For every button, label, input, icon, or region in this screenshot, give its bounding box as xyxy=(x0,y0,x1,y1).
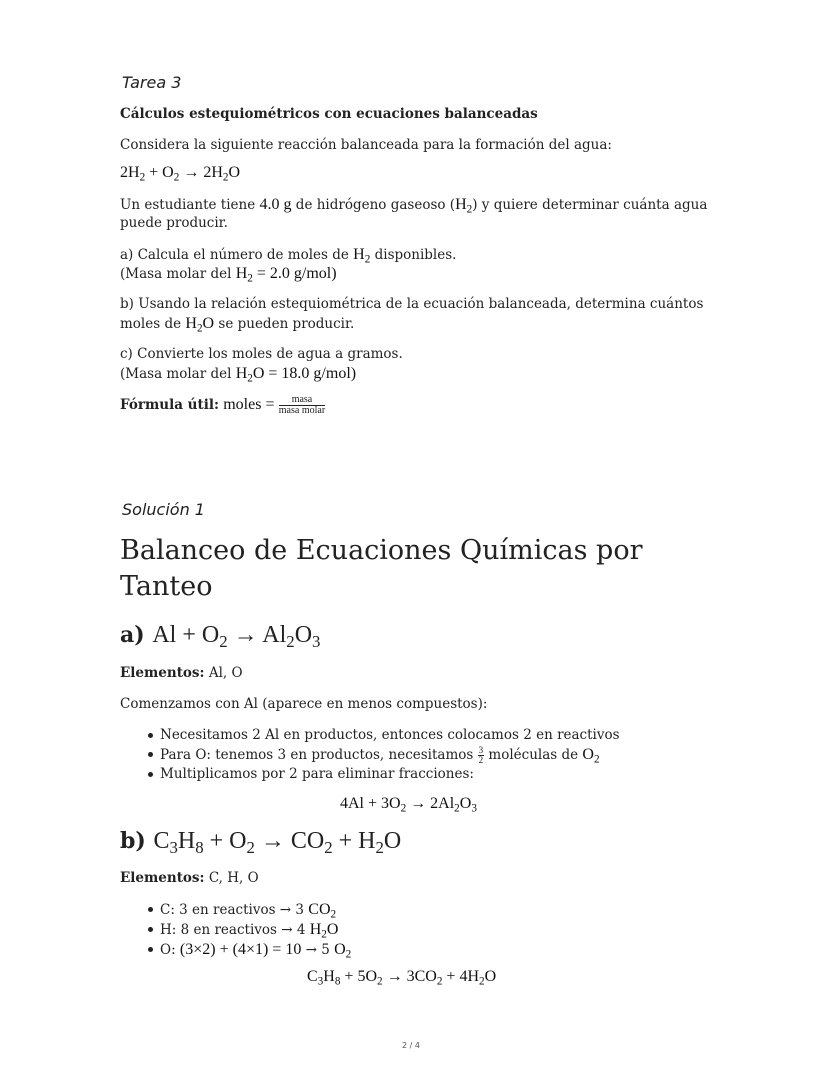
tarea-intro: Considera la siguiente reacción balanceada para la formación del agua: xyxy=(120,137,612,153)
list-item: Para O: tenemos 3 en productos, necesitamos $\frac{3}{2}$ moléculas de $O_2$ xyxy=(120,745,620,765)
student-line-1: Un estudiante tiene 4.0 g de hidrógeno gaseoso $(H_2)$ y quiere determinar cuánta agua xyxy=(120,196,708,216)
section-a-intro: Comenzamos con Al (aparece en menos compuestos): xyxy=(120,696,488,712)
solucion-label: Solución 1 xyxy=(122,500,205,519)
list-item: H: 8 en reactivos → 4 $H_2O$ xyxy=(120,920,351,940)
section-b-steps xyxy=(120,900,351,960)
tarea-title: Cálculos estequiométricos con ecuaciones balanceadas xyxy=(120,106,538,122)
equation-a-balanced: $4Al + 3O_2 \to 2Al_2O_3$ xyxy=(340,795,477,815)
equation-b-balanced: $C_3H_8 + 5O_2 \to 3CO_2 + 4H_2O$ xyxy=(307,968,497,988)
list-item: C: 3 en reactivos → 3 $CO_2$ xyxy=(120,900,351,920)
solucion-title-line-1: Balanceo de Ecuaciones Químicas por xyxy=(120,535,643,566)
student-line-2: puede producir. xyxy=(120,215,228,231)
section-b-elements: Elementos: C, H, O xyxy=(120,870,259,886)
question-b-line-1: b) Usando la relación estequiométrica de la ecuación balanceada, determina cuántos xyxy=(120,296,704,312)
list-item: Necesitamos 2 Al en productos, entonces colocamos 2 en reactivos xyxy=(120,726,620,745)
section-b-heading: b) $C_3H_8 + O_2 \to CO_2 + H_2O$ xyxy=(120,828,402,858)
list-item: O: (3×2) + (4×1) = 10 → 5 $O_2$ xyxy=(120,940,351,960)
section-a-steps xyxy=(120,726,620,784)
section-a-elements: Elementos: Al, O xyxy=(120,665,243,681)
tarea-label: Tarea 3 xyxy=(122,73,182,92)
list-item: Multiplicamos por 2 para eliminar fracciones: xyxy=(120,765,620,784)
question-c-line-2: (Masa molar del $H_2O = 18.0$ g/mol) xyxy=(120,365,357,385)
question-a-line-1: a) Calcula el número de moles de $H_2$ disponibles. xyxy=(120,246,457,266)
section-a-heading: a) $Al + O_2 \to Al_2O_3$ xyxy=(120,622,321,652)
useful-formula: Fórmula útil: moles = $\frac{\text{masa}}{\text{masa molar}}$ xyxy=(120,394,326,416)
question-b-line-2: moles de $H_2O$ se pueden producir. xyxy=(120,315,355,335)
water-equation: $2H_2 + O_2 \to 2H_2O$ xyxy=(120,164,241,184)
page-number: 2 / 4 xyxy=(402,1041,420,1050)
question-a-line-2: (Masa molar del $H_2 = 2.0$ g/mol) xyxy=(120,265,337,285)
question-c-line-1: c) Convierte los moles de agua a gramos. xyxy=(120,346,403,362)
solucion-title-line-2: Tanteo xyxy=(120,571,213,602)
